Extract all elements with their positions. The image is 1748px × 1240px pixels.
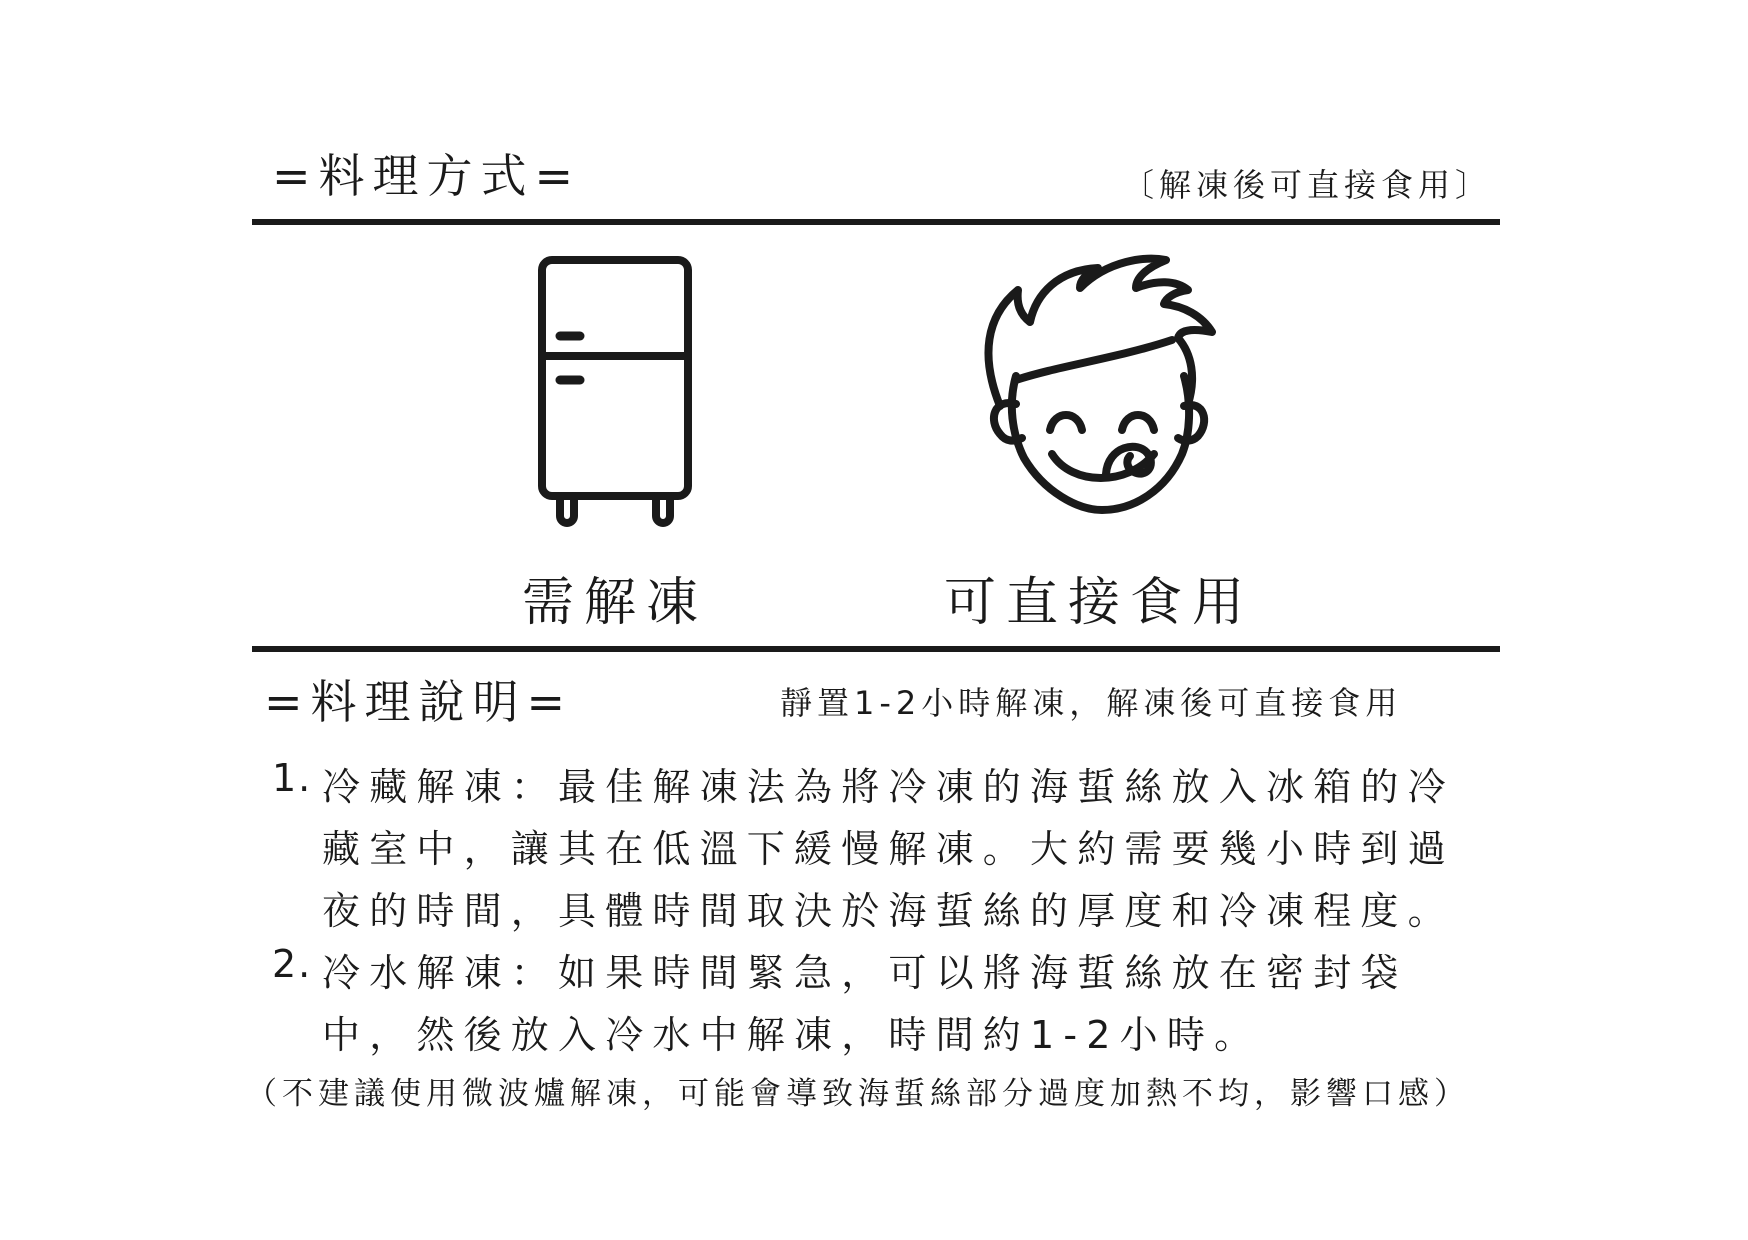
middle-divider — [252, 646, 1500, 652]
eat-after-thaw-note: 〔解凍後可直接食用〕 — [1122, 166, 1493, 204]
refrigerator-icon — [538, 256, 694, 532]
step-line: 夜的時間，具體時間取決於海蜇絲的厚度和冷凍程度。 — [322, 889, 1455, 933]
cooking-method-title: =料理方式= — [272, 149, 582, 203]
top-divider — [252, 219, 1500, 225]
step-number: 1. — [272, 756, 313, 800]
ready-to-eat-label: 可直接食用 — [944, 573, 1255, 633]
step-line: 冷水解凍：如果時間緊急，可以將海蜇絲放在密封袋 — [322, 951, 1408, 995]
step-number: 2. — [272, 942, 313, 986]
instructions-title: =料理說明= — [264, 675, 574, 729]
step-line: 中，然後放入冷水中解凍，時間約1-2小時。 — [322, 1013, 1262, 1057]
thaw-summary: 靜置1-2小時解凍，解凍後可直接食用 — [780, 684, 1403, 722]
step-line: 藏室中，讓其在低溫下緩慢解凍。大約需要幾小時到過 — [322, 827, 1455, 871]
thaw-needed-label: 需解凍 — [521, 573, 708, 633]
microwave-disclaimer: （不建議使用微波爐解凍，可能會導致海蜇絲部分過度加熱不均，影響口感） — [246, 1076, 1470, 1112]
step-line: 冷藏解凍：最佳解凍法為將冷凍的海蜇絲放入冰箱的冷 — [322, 765, 1455, 809]
tasty-face-icon — [978, 254, 1214, 512]
